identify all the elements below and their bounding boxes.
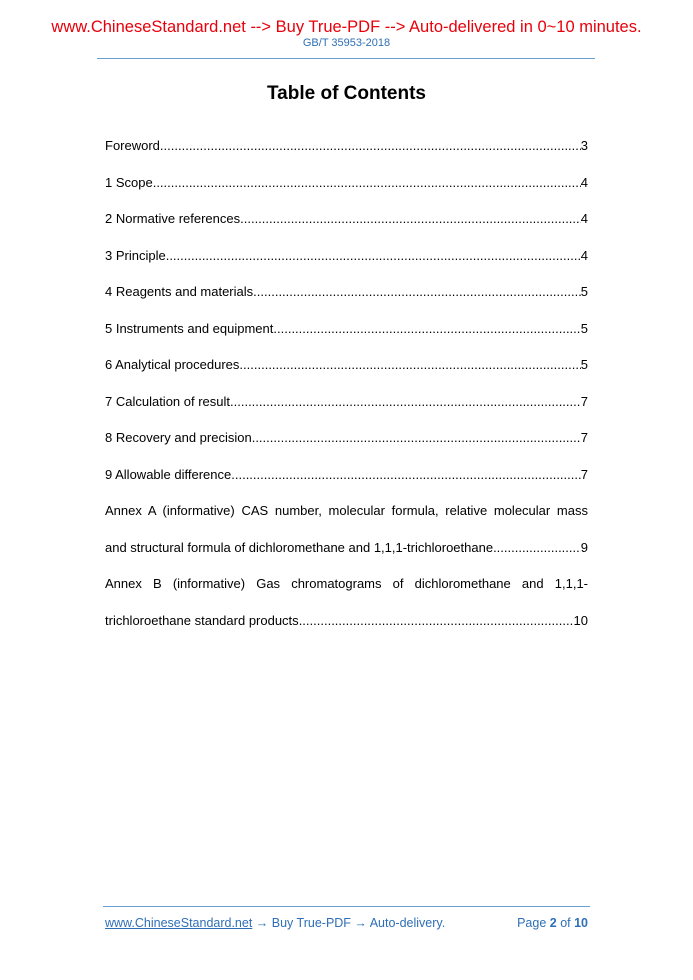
toc-entry-label: 5 Instruments and equipment xyxy=(105,320,274,336)
toc-entry-annex-a-line1[interactable] xyxy=(105,501,588,538)
page-number xyxy=(517,916,588,930)
toc-entry-annex-b-line2[interactable] xyxy=(105,611,588,648)
page-footer xyxy=(105,916,588,930)
toc-entry-label: 9 Allowable difference xyxy=(105,466,232,482)
toc-entry-foreword[interactable] xyxy=(105,136,588,173)
toc-entry-page: 10 xyxy=(573,612,588,628)
toc-entry-annex-b-line1[interactable] xyxy=(105,574,588,611)
footer-text: → Buy True-PDF → Auto-delivery. xyxy=(252,916,446,930)
leader-dots xyxy=(160,136,581,156)
leader-dots xyxy=(153,173,581,193)
document-id: GB/T 35953-2018 xyxy=(302,37,391,49)
leader-dots xyxy=(231,465,581,485)
leader-dots xyxy=(230,392,581,412)
header-divider xyxy=(97,58,595,59)
leader-dots xyxy=(240,209,581,229)
top-banner[interactable]: www.ChineseStandard.net --> Buy True-PDF --> Auto-delivered in 0~10 minutes. xyxy=(51,18,642,36)
page-prefix: Page xyxy=(517,916,550,930)
page-title: Table of Contents xyxy=(266,83,427,104)
toc-entry-scope[interactable] xyxy=(105,173,588,210)
leader-dots xyxy=(253,282,581,302)
leader-dots xyxy=(273,319,580,339)
table-of-contents xyxy=(105,136,588,647)
toc-entry-instruments[interactable] xyxy=(105,319,588,356)
toc-entry-label: 8 Recovery and precision xyxy=(105,430,252,445)
toc-entry-page: 5 xyxy=(580,284,588,299)
toc-entry-principle[interactable] xyxy=(105,246,588,283)
leader-dots xyxy=(252,428,581,448)
toc-entry-label: 3 Principle xyxy=(105,247,166,263)
toc-entry-label: 7 Calculation of result xyxy=(105,393,231,409)
toc-entry-calculation[interactable] xyxy=(105,392,588,429)
toc-entry-annex-a-line2[interactable] xyxy=(105,538,588,575)
toc-entry-label: and structural formula of dichloromethane and 1,1,1-trichloroethane xyxy=(105,539,494,555)
footer-divider xyxy=(103,906,590,907)
leader-dots xyxy=(239,355,580,375)
toc-entry-page: 7 xyxy=(580,393,588,409)
toc-entry-allowable-difference[interactable] xyxy=(105,465,588,502)
toc-entry-label: 2 Normative references xyxy=(105,211,241,226)
leader-dots xyxy=(166,246,581,266)
toc-entry-recovery[interactable] xyxy=(105,428,588,465)
toc-entry-page: 5 xyxy=(580,320,588,336)
toc-entry-label: Annex A (informative) CAS number, molecular formula, relative molecular mass xyxy=(105,503,588,518)
toc-entry-label: Foreword xyxy=(105,138,160,153)
page-mid: of xyxy=(556,916,575,930)
toc-entry-analytical-procedures[interactable] xyxy=(105,355,588,392)
toc-entry-reagents[interactable] xyxy=(105,282,588,319)
leader-dots xyxy=(299,611,574,631)
toc-entry-normative-references[interactable] xyxy=(105,209,588,246)
toc-entry-page: 3 xyxy=(580,138,588,153)
page-current: 2 xyxy=(549,916,557,930)
toc-entry-page: 7 xyxy=(580,430,588,445)
toc-entry-label: 4 Reagents and materials xyxy=(105,284,254,299)
toc-entry-label: Annex B (informative) Gas chromatograms of dichloromethane and 1,1,1- xyxy=(105,576,588,591)
toc-entry-label: 1 Scope xyxy=(105,174,153,190)
footer-link[interactable]: www.ChineseStandard.net xyxy=(105,916,253,930)
toc-entry-page: 4 xyxy=(580,211,588,226)
page-total: 10 xyxy=(574,916,588,930)
toc-entry-page: 4 xyxy=(580,174,588,190)
toc-entry-page: 7 xyxy=(580,466,588,482)
toc-entry-page: 9 xyxy=(580,539,588,555)
toc-entry-page: 5 xyxy=(580,357,588,372)
leader-dots xyxy=(493,538,581,558)
toc-entry-label: trichloroethane standard products xyxy=(105,612,299,628)
toc-entry-page: 4 xyxy=(580,247,588,263)
toc-entry-label: 6 Analytical procedures xyxy=(105,357,240,372)
